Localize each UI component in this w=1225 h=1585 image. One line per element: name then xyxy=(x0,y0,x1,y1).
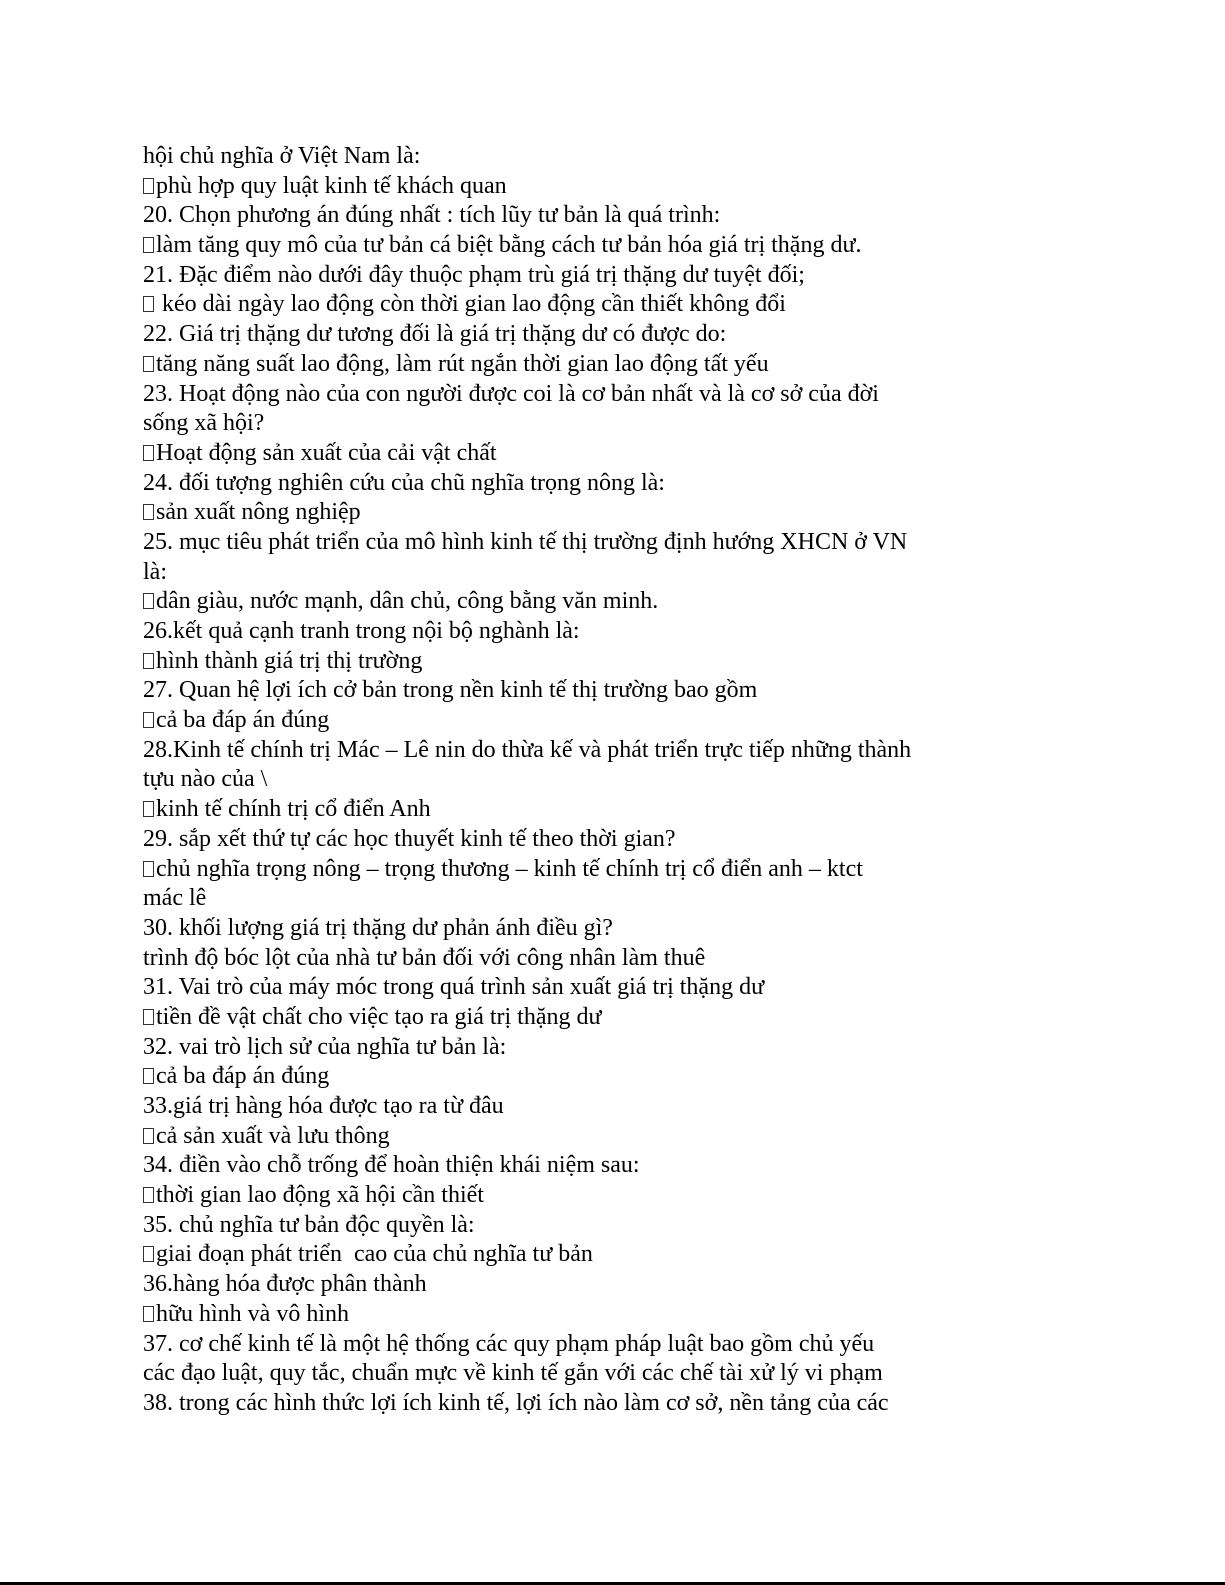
answer-line xyxy=(143,855,983,885)
text-line xyxy=(143,320,983,350)
text-line xyxy=(143,1330,983,1360)
line-text: 20. Chọn phương án đúng nhất : tích lũy tư bản là quá trình: xyxy=(143,202,721,229)
text-line xyxy=(143,409,983,439)
answer-line xyxy=(143,587,983,617)
checkbox-glyph-icon xyxy=(143,1246,154,1262)
line-text: 30. khối lượng giá trị thặng dư phản ánh điều gì? xyxy=(143,914,613,941)
checkbox-glyph-icon xyxy=(143,178,154,194)
line-text: phù hợp quy luật kinh tế khách quan xyxy=(156,172,507,199)
line-text: hữu hình và vô hình xyxy=(156,1300,349,1327)
line-text: 25. mục tiêu phát triển của mô hình kinh tế thị trường định hướng XHCN ở VN xyxy=(143,528,908,555)
line-text: mác lê xyxy=(143,885,207,912)
line-text: Hoạt động sản xuất của cải vật chất xyxy=(156,439,497,466)
answer-line xyxy=(143,706,983,736)
checkbox-glyph-icon xyxy=(143,1068,154,1084)
line-text: 32. vai trò lịch sử của nghĩa tư bản là: xyxy=(143,1033,507,1060)
text-line xyxy=(143,142,983,172)
answer-line xyxy=(143,172,983,202)
line-text: tiền đề vật chất cho việc tạo ra giá trị thặng dư xyxy=(156,1003,602,1030)
checkbox-glyph-icon xyxy=(143,296,154,312)
text-line xyxy=(143,825,983,855)
checkbox-glyph-icon xyxy=(143,1187,154,1203)
line-text: 37. cơ chế kinh tế là một hệ thống các quy phạm pháp luật bao gồm chủ yếu xyxy=(143,1330,875,1357)
text-line xyxy=(143,1270,983,1300)
text-line xyxy=(143,1389,983,1419)
checkbox-glyph-icon xyxy=(143,356,154,372)
line-text: 27. Quan hệ lợi ích cở bản trong nền kinh tế thị trường bao gồm xyxy=(143,677,758,704)
answer-line xyxy=(143,439,983,469)
text-line xyxy=(143,736,983,766)
checkbox-glyph-icon xyxy=(143,1128,154,1144)
text-line xyxy=(143,528,983,558)
line-text: cả sản xuất và lưu thông xyxy=(156,1122,390,1149)
text-line xyxy=(143,765,983,795)
line-text: dân giàu, nước mạnh, dân chủ, công bằng văn minh. xyxy=(156,588,659,615)
line-text: giai đoạn phát triển cao của chủ nghĩa tư bản xyxy=(156,1241,593,1268)
answer-line xyxy=(143,1122,983,1152)
line-text: hội chủ nghĩa ở Việt Nam là: xyxy=(143,143,421,169)
line-text: tăng năng suất lao động, làm rút ngắn thời gian lao động tất yếu xyxy=(156,350,769,377)
answer-line xyxy=(143,290,983,320)
checkbox-glyph-icon xyxy=(143,237,154,253)
answer-line xyxy=(143,1300,983,1330)
line-text: các đạo luật, quy tắc, chuẩn mực về kinh tế gắn với các chế tài xử lý vi phạm xyxy=(143,1360,883,1387)
line-text: là: xyxy=(143,558,167,585)
text-line xyxy=(143,261,983,291)
text-line xyxy=(143,469,983,499)
line-text: 26.kết quả cạnh tranh trong nội bộ nghành là: xyxy=(143,618,580,644)
text-line xyxy=(143,558,983,588)
line-text: hình thành giá trị thị trường xyxy=(156,647,423,674)
answer-line xyxy=(143,1062,983,1092)
answer-line xyxy=(143,498,983,528)
line-text: 28.Kinh tế chính trị Mác – Lê nin do thừa kế và phát triển trực tiếp những thành xyxy=(143,736,912,763)
text-line xyxy=(143,973,983,1003)
answer-line xyxy=(143,1181,983,1211)
line-text: 33.giá trị hàng hóa được tạo ra từ đâu xyxy=(143,1093,504,1119)
checkbox-glyph-icon xyxy=(143,1009,154,1025)
line-text: cả ba đáp án đúng xyxy=(156,707,330,734)
answer-line xyxy=(143,1240,983,1270)
line-text: 29. sắp xết thứ tự các học thuyết kinh tế theo thời gian? xyxy=(143,825,676,852)
checkbox-glyph-icon xyxy=(143,861,154,877)
checkbox-glyph-icon xyxy=(143,801,154,817)
line-text: 35. chủ nghĩa tư bản độc quyền là: xyxy=(143,1211,475,1238)
checkbox-glyph-icon xyxy=(143,653,154,669)
answer-line xyxy=(143,231,983,261)
line-text: làm tăng quy mô của tư bản cá biệt bằng cách tư bản hóa giá trị thặng dư. xyxy=(156,232,862,259)
line-text: 21. Đặc điểm nào dưới đây thuộc phạm trù giá trị thặng dư tuyệt đối; xyxy=(143,261,805,288)
checkbox-glyph-icon xyxy=(143,445,154,461)
text-line xyxy=(143,1092,983,1122)
line-text: 36.hàng hóa được phân thành xyxy=(143,1271,427,1298)
text-line xyxy=(143,201,983,231)
line-text: tựu nào của \ xyxy=(143,766,268,793)
checkbox-glyph-icon xyxy=(143,712,154,728)
answer-line xyxy=(143,350,983,380)
answer-line xyxy=(143,795,983,825)
line-text: sản xuất nông nghiệp xyxy=(156,499,361,526)
answer-line xyxy=(143,1003,983,1033)
text-line xyxy=(143,1211,983,1241)
line-text: kinh tế chính trị cổ điển Anh xyxy=(156,796,431,823)
line-text: chủ nghĩa trọng nông – trọng thương – kinh tế chính trị cổ điển anh – ktct xyxy=(156,855,863,882)
line-text: thời gian lao động xã hội cần thiết xyxy=(156,1182,484,1209)
checkbox-glyph-icon xyxy=(143,1306,154,1322)
text-line xyxy=(143,944,983,974)
text-line xyxy=(143,1151,983,1181)
text-line xyxy=(143,676,983,706)
text-line xyxy=(143,617,983,647)
line-text: sống xã hội? xyxy=(143,410,265,437)
line-text: 31. Vai trò của máy móc trong quá trình sản xuất giá trị thặng dư xyxy=(143,974,765,1001)
line-text: 22. Giá trị thặng dư tương đối là giá trị thặng dư có được do: xyxy=(143,321,727,348)
line-text: kéo dài ngày lao động còn thời gian lao động cần thiết không đổi xyxy=(156,291,786,318)
line-text: trình độ bóc lột của nhà tư bản đối với công nhân làm thuê xyxy=(143,944,706,971)
checkbox-glyph-icon xyxy=(143,504,154,520)
line-text: 38. trong các hình thức lợi ích kinh tế, lợi ích nào làm cơ sở, nền tảng của các xyxy=(143,1389,889,1416)
text-line xyxy=(143,380,983,410)
text-line xyxy=(143,1359,983,1389)
text-line xyxy=(143,884,983,914)
line-text: cả ba đáp án đúng xyxy=(156,1063,330,1090)
line-text: 34. điền vào chỗ trống để hoàn thiện khái niệm sau: xyxy=(143,1152,640,1179)
text-line xyxy=(143,914,983,944)
line-text: 23. Hoạt động nào của con người được coi là cơ bản nhất và là cơ sở của đời xyxy=(143,380,879,407)
document-body xyxy=(143,142,983,1419)
checkbox-glyph-icon xyxy=(143,593,154,609)
answer-line xyxy=(143,647,983,677)
line-text: 24. đối tượng nghiên cứu của chũ nghĩa trọng nông là: xyxy=(143,469,665,496)
text-line xyxy=(143,1033,983,1063)
